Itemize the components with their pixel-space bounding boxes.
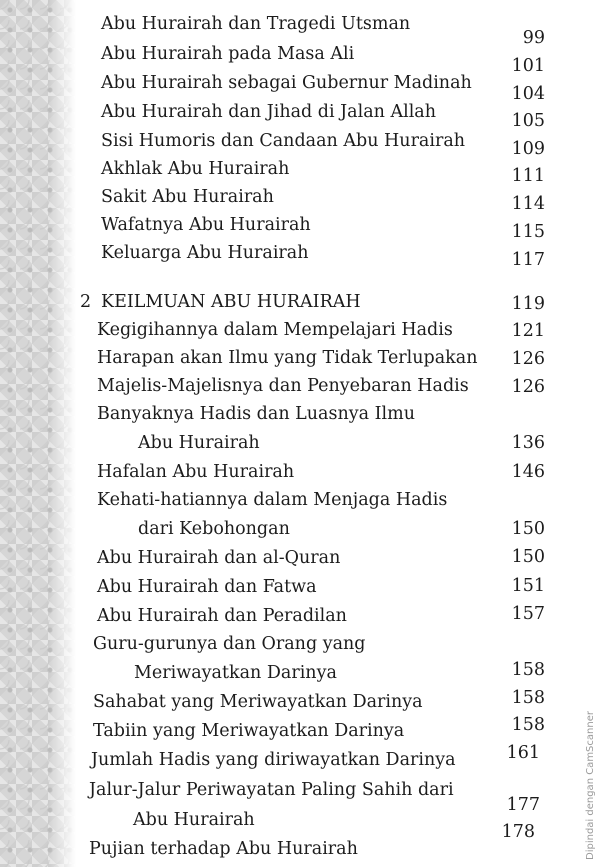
entry-page: 101 — [511, 56, 545, 76]
entry-title: Abu Hurairah dan Fatwa — [97, 577, 317, 597]
entry-page: 114 — [511, 194, 545, 214]
entry-title: Kegigihannya dalam Mempelajari Hadis — [97, 320, 453, 340]
entry-page: 104 — [511, 84, 545, 104]
entry-page: 177 — [506, 795, 540, 815]
entry-page: 158 — [511, 660, 545, 680]
entry-title-continued: dari Kebohongan — [138, 519, 290, 539]
entry-title: Abu Hurairah dan Peradilan — [97, 606, 347, 626]
entry-title: Jumlah Hadis yang diriwayatkan Darinya — [91, 750, 456, 770]
entry-title: Keluarga Abu Hurairah — [101, 243, 309, 263]
entry-page: 109 — [511, 139, 545, 159]
entry-title-continued: Abu Hurairah — [133, 810, 255, 830]
entry-title: Akhlak Abu Hurairah — [101, 159, 290, 179]
entry-page: 150 — [511, 519, 545, 539]
entry-title: Abu Hurairah dan Tragedi Utsman — [101, 14, 411, 34]
entry-title: Abu Hurairah pada Masa Ali — [101, 44, 355, 64]
entry-page: 157 — [511, 604, 545, 624]
entry-page: 105 — [511, 111, 545, 131]
entry-title: Sakit Abu Hurairah — [101, 187, 274, 207]
entry-page: 178 — [501, 822, 535, 842]
entry-title: Wafatnya Abu Hurairah — [101, 215, 311, 235]
entry-page: 158 — [511, 715, 545, 735]
entry-page: 121 — [511, 321, 545, 341]
scanner-watermark: Dipindai dengan CamScanner — [585, 711, 596, 860]
entry-title: Guru-gurunya dan Orang yang — [93, 634, 366, 654]
entry-title-continued: Abu Hurairah — [138, 433, 260, 453]
entry-page: 161 — [506, 743, 540, 763]
entry-title: Sahabat yang Meriwayatkan Darinya — [93, 692, 423, 712]
chapter-number: 2 — [80, 292, 92, 312]
entry-page: 126 — [511, 349, 545, 369]
entry-title: Abu Hurairah dan al-Quran — [97, 548, 341, 568]
entry-page: 151 — [511, 576, 545, 596]
entry-page: 150 — [511, 547, 545, 567]
entry-title: Pujian terhadap Abu Hurairah — [89, 839, 358, 859]
entry-title: Sisi Humoris dan Candaan Abu Hurairah — [101, 131, 466, 151]
entry-title: Abu Hurairah sebagai Gubernur Madinah — [101, 73, 472, 93]
entry-page: 146 — [511, 462, 545, 482]
entry-page: 117 — [511, 250, 545, 270]
entry-page: 115 — [511, 222, 545, 242]
entry-page: 111 — [511, 166, 545, 186]
entry-title: Harapan akan Ilmu yang Tidak Terlupakan — [97, 348, 478, 368]
entry-title: Banyaknya Hadis dan Luasnya Ilmu — [97, 404, 415, 424]
entry-title: Tabiin yang Meriwayatkan Darinya — [93, 721, 405, 741]
entry-title-continued: Meriwayatkan Darinya — [134, 663, 337, 683]
entry-title: Kehati-hatiannya dalam Menjaga Hadis — [97, 490, 448, 510]
entry-title: Majelis-Majelisnya dan Penyebaran Hadis — [97, 376, 469, 396]
entry-title: Abu Hurairah dan Jihad di Jalan Allah — [101, 102, 436, 122]
entry-page: 99 — [522, 28, 545, 48]
entry-page: 158 — [511, 688, 545, 708]
chapter-title: KEILMUAN ABU HURAIRAH — [101, 292, 361, 312]
entry-page: 126 — [511, 377, 545, 397]
entry-title: Jalur-Jalur Periwayatan Paling Sahih dari — [89, 780, 454, 800]
entry-title: Hafalan Abu Hurairah — [97, 462, 295, 482]
entry-page: 136 — [511, 433, 545, 453]
entry-page: 119 — [511, 294, 545, 314]
